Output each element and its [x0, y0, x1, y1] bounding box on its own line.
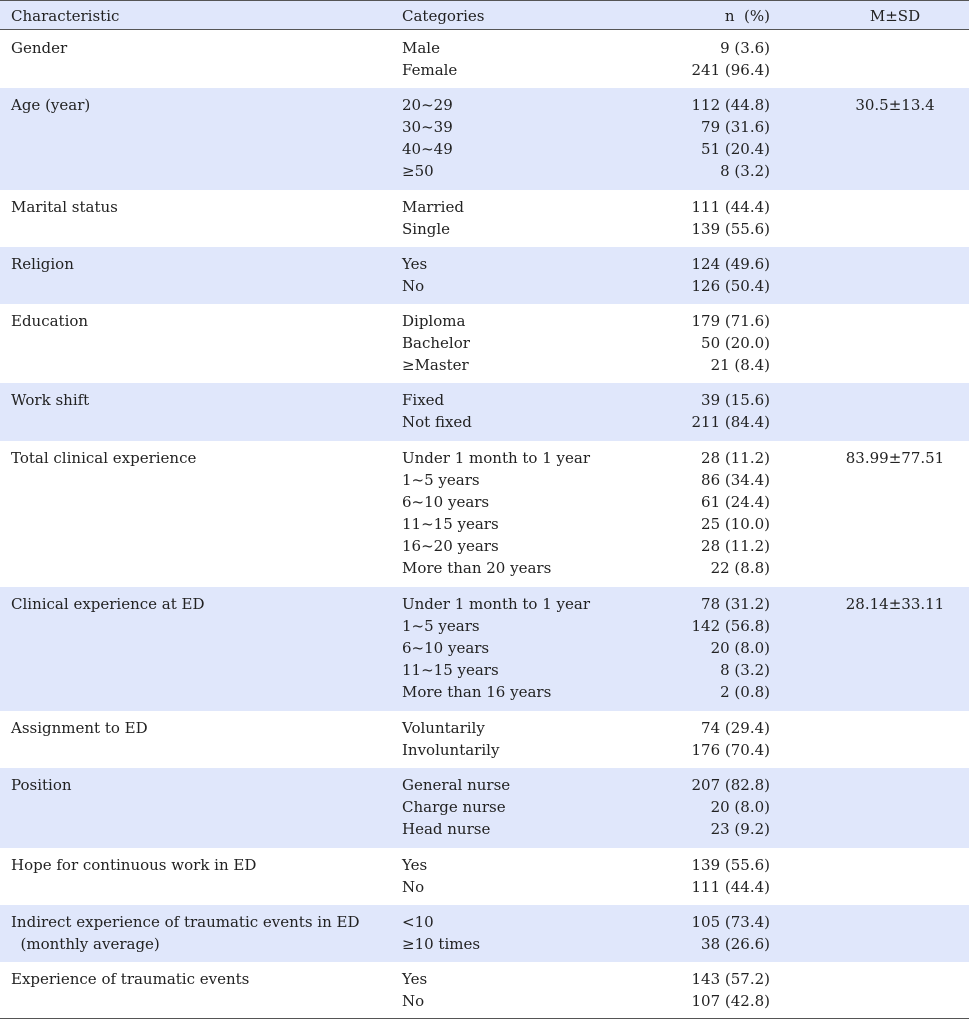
n-percent-cell: 139 (55.6): [691, 220, 770, 238]
category-cell: Charge nurse: [402, 798, 506, 816]
table-row: [0, 31, 969, 88]
category-cell: 6~10 years: [402, 493, 490, 511]
category-cell: 1~5 years: [402, 471, 480, 489]
n-percent-cell: 20 (8.0): [710, 639, 770, 657]
characteristic-cell: Assignment to ED: [11, 719, 148, 737]
category-cell: 40~49: [402, 140, 453, 158]
category-cell: Female: [402, 61, 458, 79]
n-percent-cell: 2 (0.8): [720, 683, 770, 701]
category-cell: Diploma: [402, 312, 466, 330]
category-cell: 6~10 years: [402, 639, 490, 657]
characteristic-cell: Age (year): [11, 96, 91, 114]
n-percent-cell: 28 (11.2): [701, 537, 770, 555]
bottom-rule: [0, 1018, 969, 1019]
table-row: [0, 383, 969, 441]
n-percent-cell: 207 (82.8): [691, 776, 770, 794]
category-cell: Bachelor: [402, 334, 470, 352]
n-percent-cell: 241 (96.4): [691, 61, 770, 79]
characteristic-cell: Clinical experience at ED: [11, 595, 205, 613]
n-percent-cell: 38 (26.6): [701, 935, 770, 953]
n-percent-cell: 176 (70.4): [691, 741, 770, 759]
n-percent-cell: 78 (31.2): [701, 595, 770, 613]
characteristic-cell: Education: [11, 312, 89, 330]
table-row: [0, 848, 969, 905]
category-cell: More than 20 years: [402, 559, 552, 577]
n-percent-cell: 211 (84.4): [691, 413, 770, 431]
n-percent-cell: 9 (3.6): [720, 39, 770, 57]
characteristic-cell: Total clinical experience: [11, 449, 197, 467]
category-cell: 1~5 years: [402, 617, 480, 635]
table-row: [0, 441, 969, 587]
category-cell: 11~15 years: [402, 661, 499, 679]
table-row: [0, 768, 969, 848]
table-row: [0, 190, 969, 247]
category-cell: Married: [402, 198, 464, 216]
n-percent-cell: 112 (44.8): [691, 96, 770, 114]
category-cell: Yes: [402, 970, 428, 988]
category-cell: No: [402, 992, 425, 1010]
category-cell: Under 1 month to 1 year: [402, 449, 591, 467]
category-cell: Yes: [402, 856, 428, 874]
n-percent-cell: 139 (55.6): [691, 856, 770, 874]
header-mean-sd: M±SD: [869, 7, 921, 25]
category-cell: ≥50: [402, 162, 434, 180]
mean-sd-cell: 83.99±77.51: [845, 449, 945, 467]
n-percent-cell: 21 (8.4): [710, 356, 770, 374]
characteristic-cell: Hope for continuous work in ED: [11, 856, 257, 874]
n-percent-cell: 111 (44.4): [691, 878, 770, 896]
n-percent-cell: 179 (71.6): [691, 312, 770, 330]
n-percent-cell: 22 (8.8): [710, 559, 770, 577]
characteristic-cell: Marital status: [11, 198, 118, 216]
n-percent-cell: 79 (31.6): [701, 118, 770, 136]
mean-sd-cell: 28.14±33.11: [845, 595, 945, 613]
n-percent-cell: 39 (15.6): [701, 391, 770, 409]
category-cell: Male: [402, 39, 440, 57]
category-cell: Head nurse: [402, 820, 491, 838]
category-cell: No: [402, 878, 425, 896]
category-cell: Involuntarily: [402, 741, 500, 759]
n-percent-cell: 142 (56.8): [691, 617, 770, 635]
table-header: [0, 0, 969, 30]
category-cell: Voluntarily: [402, 719, 485, 737]
category-cell: ≥10 times: [402, 935, 481, 953]
category-cell: ≥Master: [402, 356, 469, 374]
category-cell: Not fixed: [402, 413, 472, 431]
table-row: [0, 711, 969, 768]
n-percent-cell: 20 (8.0): [710, 798, 770, 816]
n-percent-cell: 124 (49.6): [691, 255, 770, 273]
table-row: [0, 962, 969, 1018]
mean-sd-cell: 30.5±13.4: [855, 96, 935, 114]
n-percent-cell: 61 (24.4): [701, 493, 770, 511]
table-row: [0, 247, 969, 304]
category-cell: General nurse: [402, 776, 511, 794]
characteristic-cell: Gender: [11, 39, 68, 57]
header-n-percent: n (%): [724, 7, 770, 25]
characteristic-cell: Work shift: [11, 391, 90, 409]
category-cell: Single: [402, 220, 451, 238]
n-percent-cell: 143 (57.2): [691, 970, 770, 988]
category-cell: No: [402, 277, 425, 295]
characteristic-cell: Position: [11, 776, 72, 794]
n-percent-cell: 8 (3.2): [720, 661, 770, 679]
n-percent-cell: 8 (3.2): [720, 162, 770, 180]
characteristic-cell: Indirect experience of traumatic events in ED (monthly average): [11, 913, 360, 953]
category-cell: More than 16 years: [402, 683, 552, 701]
table-row: [0, 905, 969, 962]
table-row: [0, 88, 969, 190]
n-percent-cell: 50 (20.0): [701, 334, 770, 352]
n-percent-cell: 111 (44.4): [691, 198, 770, 216]
n-percent-cell: 126 (50.4): [691, 277, 770, 295]
category-cell: Under 1 month to 1 year: [402, 595, 591, 613]
category-cell: 11~15 years: [402, 515, 499, 533]
category-cell: Fixed: [402, 391, 445, 409]
n-percent-cell: 74 (29.4): [701, 719, 770, 737]
category-cell: 20~29: [402, 96, 453, 114]
characteristic-cell: Religion: [11, 255, 74, 273]
n-percent-cell: 105 (73.4): [691, 913, 770, 931]
n-percent-cell: 51 (20.4): [701, 140, 770, 158]
n-percent-cell: 28 (11.2): [701, 449, 770, 467]
category-cell: 16~20 years: [402, 537, 499, 555]
n-percent-cell: 107 (42.8): [691, 992, 770, 1010]
category-cell: Yes: [402, 255, 428, 273]
category-cell: <10: [402, 913, 434, 931]
n-percent-cell: 86 (34.4): [701, 471, 770, 489]
table-row: [0, 304, 969, 383]
header-characteristic: Characteristic: [11, 7, 120, 25]
n-percent-cell: 23 (9.2): [710, 820, 770, 838]
header-categories: Categories: [402, 7, 485, 25]
category-cell: 30~39: [402, 118, 453, 136]
characteristic-cell: Experience of traumatic events: [11, 970, 250, 988]
table-row: [0, 587, 969, 711]
n-percent-cell: 25 (10.0): [701, 515, 770, 533]
